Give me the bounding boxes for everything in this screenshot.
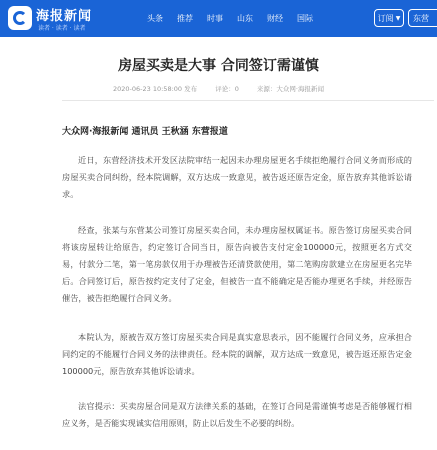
nav-item-international[interactable]: 国际	[297, 14, 313, 23]
chevron-down-icon: ▼	[395, 14, 401, 22]
site-logo[interactable]	[8, 4, 96, 34]
comment-count[interactable]: 评论：0	[215, 85, 239, 93]
article-paragraph: 经查，张某与东营某公司签订房屋买卖合同，未办理房屋权属证书。原告签订房屋买卖合同将该房屋转让给原告，约定签订合同当日，原告向被告支付定金100000元，按照更名方式交易，付款分二笔，第一笔房款仅用于办理被告还清贷款使用，第二笔购房款建立在房屋更名完毕后。合同签订后，原告按约定支付了定金，但被告一直不能确定是否能办理更名手续，并经原告催告，被告拒绝履行合同义务。	[62, 225, 412, 303]
logo-subtitle: 读者 · 读者 · 读者	[38, 25, 86, 32]
article-title: 房屋买卖是大事 合同签订需谨慎	[118, 58, 319, 74]
nav-item-current-affairs[interactable]: 时事	[207, 14, 223, 23]
top-header	[0, 0, 437, 37]
nav-item-headline[interactable]: 头条	[147, 14, 163, 23]
article-source: 来源：大众网·海报新闻	[256, 85, 324, 93]
article-paragraph: 本院认为，原被告双方签订房屋买卖合同是真实意思表示，因不能履行合同义务，应承担合同约定的不能履行合同义务的法律责任。经本院的调解，双方达成一致意见，被告返还原告定金100000元，原告放弃其他诉讼请求。	[62, 332, 412, 376]
region-selector[interactable]	[408, 9, 437, 27]
logo-icon	[8, 6, 32, 30]
nav-item-shandong[interactable]: 山东	[237, 14, 253, 23]
article-meta	[0, 84, 437, 93]
subscribe-button[interactable]	[374, 9, 404, 27]
nav-item-finance[interactable]: 财经	[267, 14, 283, 23]
region-label: 东营	[413, 13, 429, 23]
article-paragraph: 法官提示：买卖房屋合同是双方法律关系的基础，在签订合同是需谨慎考虑是否能够履行相应义务，是否能实现诚实信用原则，防止以后发生不必要的纠纷。	[62, 401, 412, 428]
nav-item-recommend[interactable]: 推荐	[177, 14, 193, 23]
logo-text: 海报新闻	[36, 9, 93, 24]
subscribe-label: 订阅	[377, 13, 394, 23]
meta-divider	[62, 100, 434, 101]
article-paragraph: 近日，东营经济技术开发区法院审结一起因未办理房屋更名手续拒绝履行合同义务而形成的房屋买卖合同纠纷，经本院调解，双方达成一致意见，被告返还原告定金，原告放弃其他诉讼请求。	[62, 155, 412, 199]
main-nav	[140, 0, 320, 37]
publish-datetime: 2020-06-23 10:58:00 发布	[113, 85, 198, 93]
article-byline: 大众网·海报新闻 通讯员 王秋涵 东营报道	[62, 127, 228, 137]
